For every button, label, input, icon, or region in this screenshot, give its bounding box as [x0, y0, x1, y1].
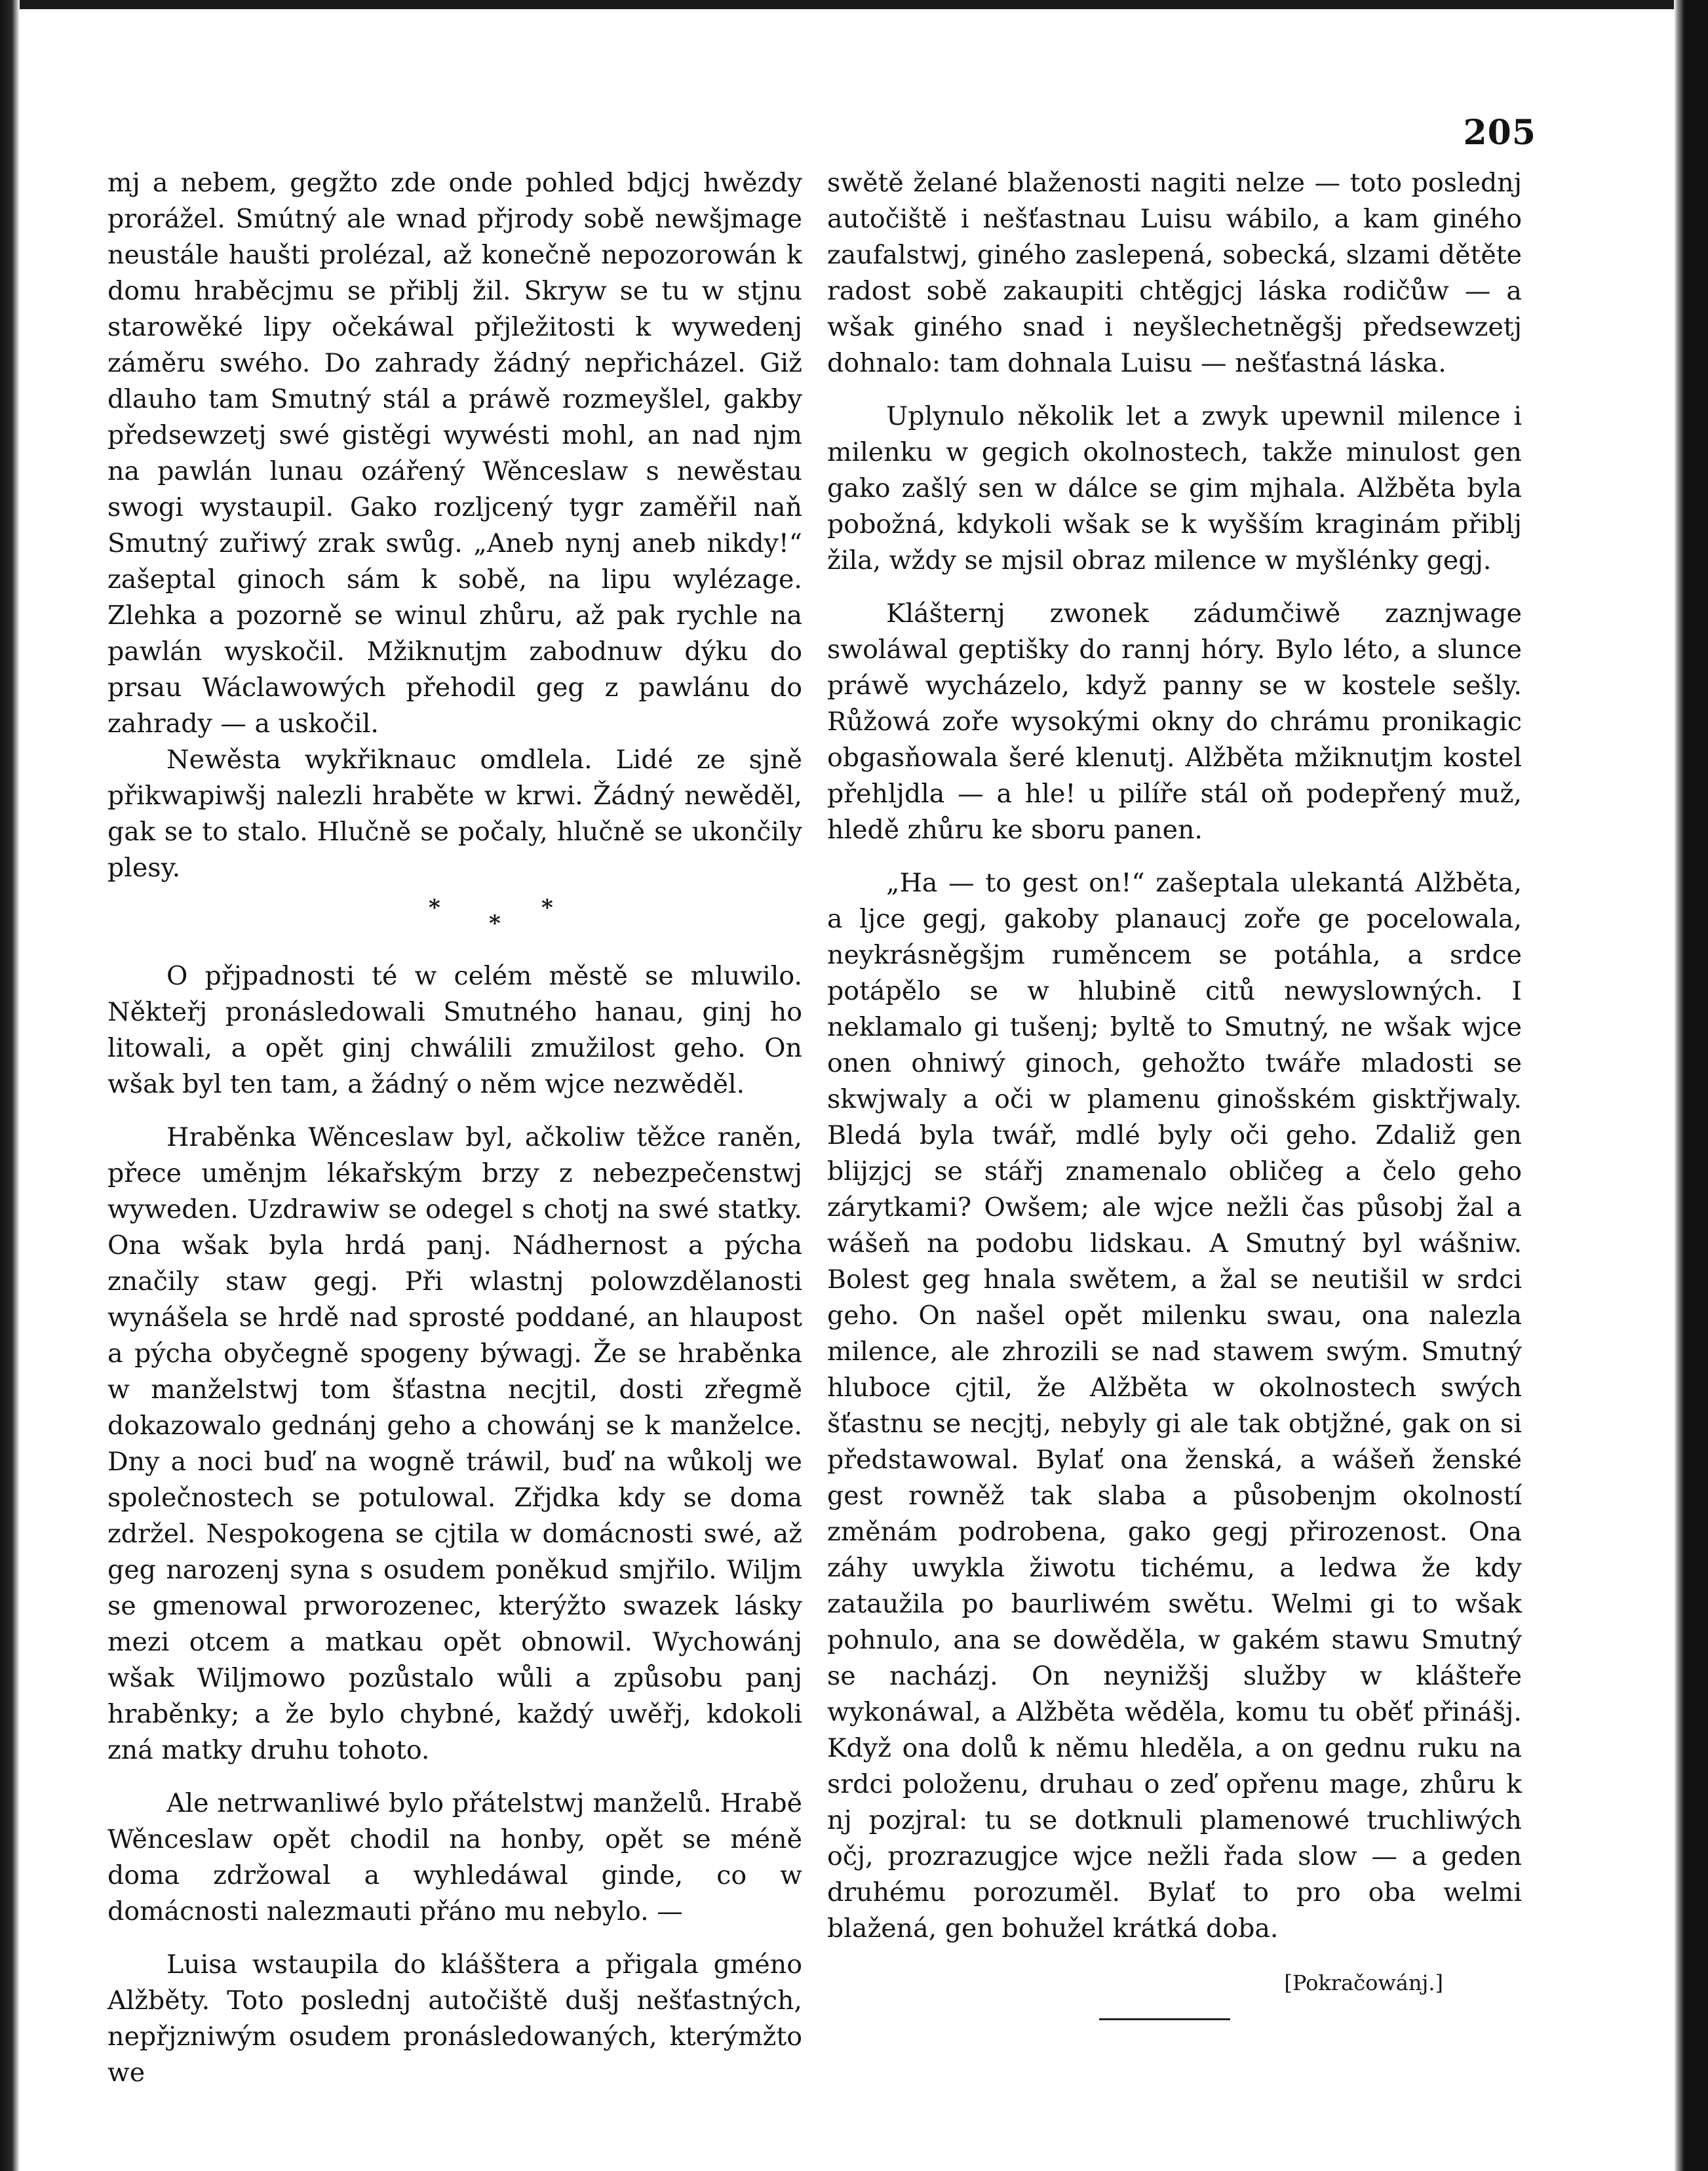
left-paragraph-2: Newěsta wykřiknauc omdlela. Lidé ze sjně přikwapiwšj nalezli hraběte w krwi. Žádný newěděl, gak se to stalo. Hlučně se počaly, hlučně se ukončily plesy. [107, 745, 802, 883]
asterisk: * [541, 895, 553, 921]
right-paragraph-3: Klášternj zwonek zádumčiwě zaznjwage swoláwal geptišky do rannj hóry. Bylo léto, a slunce práwě wycházelo, když panny se w kostele sešly. Růžowá zoře wysokými okny do chrámu pronikagic obgasňowala šeré klenutj. Alžběta mžiknutjm kostel přehljdla — a hle! u pilíře stál oň podepřený muž, hledě zhůru ke sboru panen. [827, 598, 1522, 845]
left-paragraph-3: O přjpadnosti té w celém městě se mluwilo. Někteřj pronásledowali Smutného hanau, ginj ho litowali, a opět ginj chwálili zmužilost geho. On wšak byl ten tam, a žádný o něm wjce nezwěděl. [107, 961, 802, 1099]
right-paragraph-4: „Ha — to gest on!“ zašeptala ulekantá Alžběta, a ljce gegj, gakoby planaucj zoře ge pocelowala, neykrásněgšjm ruměncem se potáhla, a srdce potápělo se w hlubině citů newyslowných. I neklamalo gi tušenj; byltě to Smutný, ne wšak wjce onen ohniwý ginoch, gehožto twáře mladosti se skwjwaly a oči w plamenu ginošském gisktřjwaly. Bledá byla twář, mdlé byly oči geho. Zdaliž gen blijzjcj se stářj znamenalo obličeg a čelo geho zárytkami? Owšem; ale wjce nežli čas působj žal a wášeň na podobu lidskau. A Smutný byl wášniw. Bolest geg hnala swětem, a žal se neutišil w srdci geho. On našel opět milenku swau, ona nalezla milence, ale zhrozili se nad stawem swým. Smutný hluboce cjtil, že Alžběta w okolnostech swých šťastnu se necjtj, nebyly gi ale tak obtjžné, gak on si předstawowal. Bylať ona ženská, a wášeň ženské gest rowněž tak slaba a působenjm okolností změnám podrobena, gako gegj přirozenost. Ona záhy uwykla žiwotu tichému, a ledwa že kdy zataužila po baurliwém swětu. Welmi gi to wšak pohnulo, ana se dowěděla, w gakém stawu Smutný se nacházj. On neynižšj služby w klášteře wykonáwal, a Alžběta wěděla, komu tu oběť přinášj. Když ona dolů k němu hleděla, a on gednu ruku na srdci položenu, druhau o zeď opřenu mage, zhůru k nj pozjral: tu se dotknuli plamenowé truchliwých očj, prozrazugjce wjce nežli řada slow — a geden druhému porozuměl. Bylať to pro oba welmi blažená, gen bohužel krátká doba. [827, 868, 1522, 1944]
scan-edge-left [0, 0, 20, 2171]
page-number: 205 [1463, 113, 1536, 153]
left-paragraph-1: mj a nebem, gegžto zde onde pohled bdjcj hwězdy prorážel. Smútný ale wnad přjrody sobě newšjmage neustále haušti prolézal, až konečně nepozorowán k domu hraběcjmu se přiblj žil. Skryw se tu w stjnu starowěké lipy očekáwal přjležitosti k wywedenj záměru swého. Do zahrady žádný nepřicházel. Giž dlauho tam Smutný stál a práwě rozmeyšlel, gakby předsewzetj swé gistěgi wywésti mohl, an nad njm na pawlán lunau ozářený Wěnceslaw s newěstau swogi wystaupil. Gako rozljcený tygr zaměřil naň Smutný zuřiwý zrak swůg. „Aneb nynj aneb nikdy!“ zašeptal ginoch sám k sobě, na lipu wylézage. Zlehka a pozorně se winul zhůru, až pak rychle na pawlán wyskočil. Mžiknutjm zabodnuw dýku do prsau Wáclawowých přehodil geg z pawlánu do zahrady — a uskočil. [107, 168, 802, 739]
asterisk: * [429, 895, 440, 921]
right-paragraph-2: Uplynulo několik let a zwyk upewnil milence i milenku w gegich okolnostech, takže minulost gen gako zašlý sen w dálce se gim mjhala. Alžběta byla pobožná, kdykoli wšak se k wyšším kraginám přiblj žila, wždy se mjsil obraz milence w myšlénky gegj. [827, 401, 1522, 576]
right-paragraph-1: swětě želané blaženosti nagiti nelze — toto poslednj autočiště i nešťastnau Luisu wábilo, a kam giného zaufalstwj, giného zaslepená, sobecká, slzami dětěte radost sobě zakaupiti chtěgjcj láska rodičůw — a wšak giného snad i neyšlechetněgšj předsewzetj dohnalo: tam dohnala Luisu — nešťastná láska. [827, 168, 1522, 378]
scan-edge-top [0, 0, 1708, 9]
left-column [107, 165, 802, 2091]
end-rule [1099, 2018, 1230, 2020]
section-break [107, 886, 802, 958]
right-column [827, 165, 1522, 2020]
left-paragraph-6: Luisa wstaupila do klášštera a přigala gméno Alžběty. Toto poslednj autočiště dušj nešťastných, nepřjzniwým osudem pronásledowaných, kterýmžto we [107, 1949, 802, 2088]
continued-label: [Pokračowánj.] [1284, 1970, 1443, 1995]
scan-edge-right [1674, 0, 1708, 2171]
left-paragraph-5: Ale netrwanliwé bylo přátelstwj manželů. Hrabě Wěnceslaw opět chodil na honby, opět se méně doma zdržowal a wyhledáwal ginde, co w domácnosti nalezmauti přáno mu nebylo. — [107, 1788, 802, 1927]
asterisk: * [489, 910, 501, 937]
left-paragraph-4: Hraběnka Wěnceslaw byl, ačkoliw těžce raněn, přece uměnjm lékařským brzy z nebezpečenstwj wyweden. Uzdrawiw se odegel s chotj na swé statky. Ona wšak byla hrdá panj. Nádhernost a pýcha značily staw gegj. Při wlastnj polowzdělanosti wynášela se hrdě nad sprosté poddané, an hlaupost a pýcha obyčegně spogeny býwagj. Že se hraběnka w manželstwj tom šťastna necjtil, dosti zřegmě dokazowalo gednánj geho a chowánj se k manželce. Dny a noci buď na wogně tráwil, buď na wůkolj we společnostech se potulowal. Zřjdka kdy se doma zdržel. Nespokogena se cjtila w domácnosti swé, až geg narozenj syna s osudem poněkud smjřilo. Wiljm se gmenowal prworozenec, kterýžto swazek lásky mezi otcem a matkau opět obnowil. Wychowánj wšak Wiljmowo pozůstalo wůli a způsobu panj hraběnky; a že bylo chybné, každý uwěřj, kdokoli zná matky druhu tohoto. [107, 1122, 802, 1765]
